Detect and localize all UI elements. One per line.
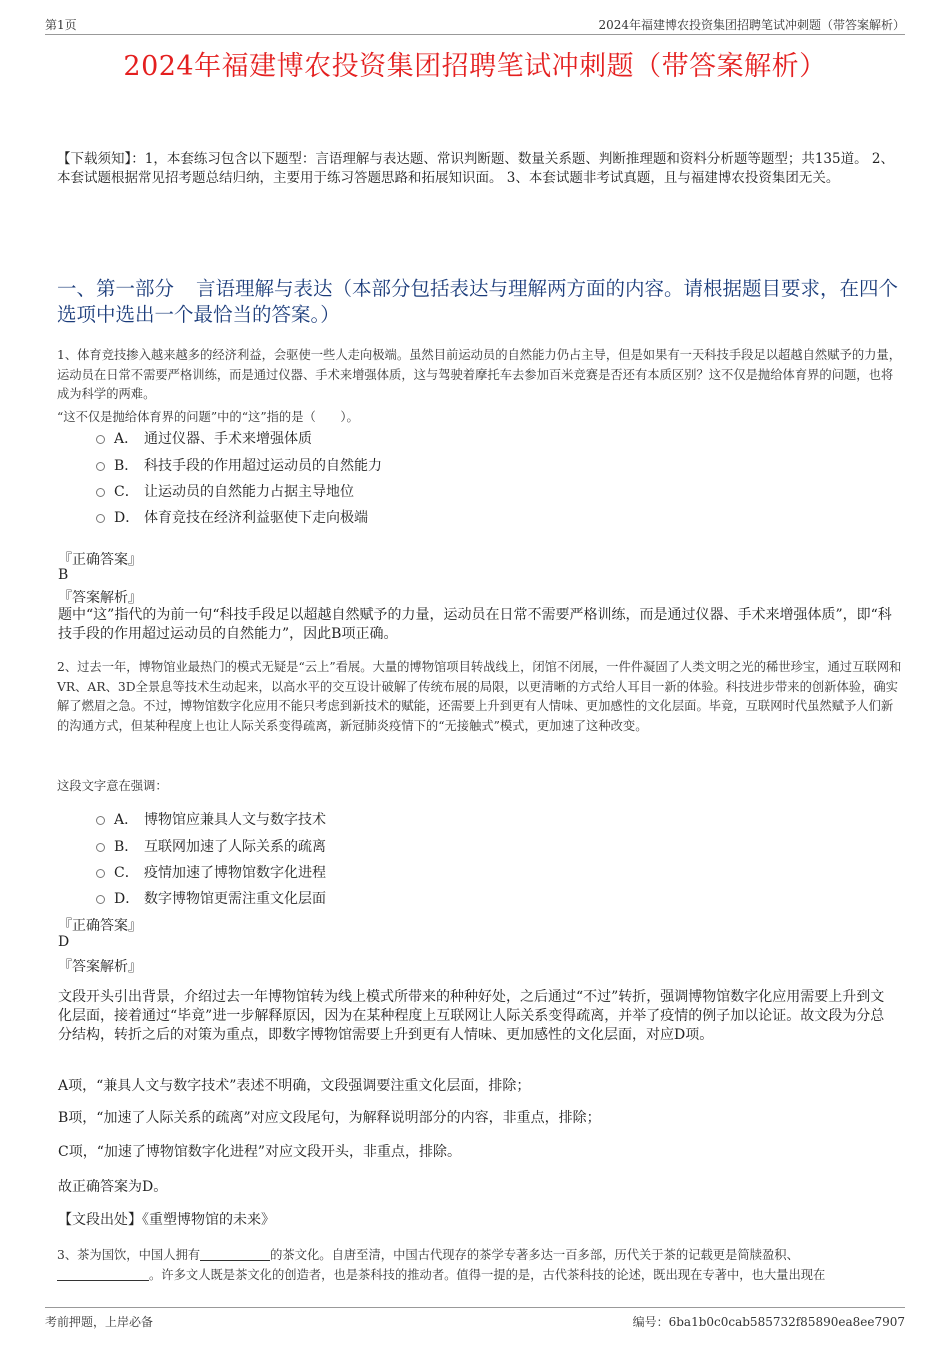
option-c[interactable] bbox=[96, 859, 326, 885]
option-text: 博物馆应兼具人文与数字技术 bbox=[144, 812, 326, 829]
question-1-options bbox=[96, 425, 382, 531]
page-header bbox=[45, 14, 905, 35]
option-letter: A． bbox=[114, 431, 139, 448]
radio-button[interactable] bbox=[96, 816, 105, 825]
fill-blank-1[interactable] bbox=[200, 1248, 270, 1261]
question-2-stem: 这段文字意在强调： bbox=[57, 779, 168, 793]
radio-button[interactable] bbox=[96, 869, 105, 878]
correct-answer: B bbox=[58, 567, 69, 583]
analysis-option-a: A项，“兼具人文与数字技术”表述不明确，文段强调要注重文化层面，排除； bbox=[58, 1078, 531, 1094]
radio-button[interactable] bbox=[96, 462, 105, 471]
option-text: 数字博物馆更需注重文化层面 bbox=[144, 891, 326, 908]
download-notice: 【下载须知】：1，本套练习包含以下题型：言语理解与表达题、常识判断题、数量关系题、判断推理题和资料分析题等题型；共135道。 2、本套试题根据常见招考题总结归纳，主要用于练习答题思路和拓展知识面。 3、本套试题非考试真题，且与福建博农投资集团无关。 bbox=[57, 151, 894, 186]
analysis-label: 『答案解析』 bbox=[58, 590, 142, 606]
radio-button[interactable] bbox=[96, 514, 105, 523]
section-heading bbox=[57, 276, 902, 328]
correct-answer: D bbox=[58, 934, 70, 950]
option-letter: B． bbox=[114, 838, 139, 855]
option-text: 科技手段的作用超过运动员的自然能力 bbox=[144, 457, 382, 474]
section-number: 一、第一部分 bbox=[57, 277, 175, 300]
option-letter: C． bbox=[114, 483, 139, 500]
option-a[interactable] bbox=[96, 806, 326, 832]
analysis-option-b: B项，“加速了人际关系的疏离”对应文段尾句，为解释说明部分的内容，非重点，排除； bbox=[58, 1110, 601, 1126]
option-letter: D． bbox=[114, 891, 140, 908]
option-text: 体育竞技在经济利益驱使下走向极端 bbox=[144, 510, 368, 527]
correct-answer-label: 『正确答案』 bbox=[58, 918, 142, 934]
option-a[interactable] bbox=[96, 425, 382, 451]
option-d[interactable] bbox=[96, 504, 382, 530]
radio-button[interactable] bbox=[96, 435, 105, 444]
analysis-option-c: C项，“加速了博物馆数字化进程”对应文段开头，非重点，排除。 bbox=[58, 1144, 462, 1160]
page-number: 第1页 bbox=[45, 18, 77, 32]
option-letter: B． bbox=[114, 457, 139, 474]
option-letter: A． bbox=[114, 812, 139, 829]
option-text: 疫情加速了博物馆数字化进程 bbox=[144, 864, 326, 881]
question-3-part-a: 3、茶为国饮，中国人拥有 bbox=[57, 1248, 201, 1262]
radio-button[interactable] bbox=[96, 488, 105, 497]
footer-slogan: 考前押题，上岸必备 bbox=[45, 1315, 154, 1329]
option-d[interactable] bbox=[96, 885, 326, 911]
option-c[interactable] bbox=[96, 478, 382, 504]
correct-answer-label: 『正确答案』 bbox=[58, 552, 142, 568]
passage-source: 【文段出处】《重塑博物馆的未来》 bbox=[58, 1212, 275, 1228]
page-footer bbox=[45, 1307, 905, 1328]
page-title: 2024年福建博农投资集团招聘笔试冲刺题（带答案解析） bbox=[123, 51, 827, 82]
option-letter: D． bbox=[114, 510, 140, 527]
question-2-text: 2、过去一年，博物馆业最热门的模式无疑是“云上”看展。大量的博物馆项目转战线上，闭馆不闭展，一件件凝固了人类文明之光的稀世珍宝，通过互联网和VR、AR、3D全景息等技术生动起来，以高水平的交互设计破解了传统布展的局限，以更清晰的方式给人耳目一新的体验。科技进步带来的创新体验，确实解了燃眉之急。不过，博物馆数字化应用不能只考虑到新技术的赋能，还需要上升到更有人情味、更加感性的文化层面。毕竟，互联网时代虽然赋予人们新的沟通方式，但某种程度上也让人际关系变得疏离，新冠肺炎疫情下的“无接触式”模式，更加速了这种改变。 bbox=[57, 660, 902, 733]
question-3-text bbox=[57, 1246, 902, 1285]
question-1-stem: “这不仅是抛给体育界的问题”中的“这”指的是（ ）。 bbox=[57, 410, 359, 424]
question-3-part-b: 的茶文化。自唐至清，中国古代现存的茶学专著多达一百多部，历代关于茶的记载更是简牍盈积、 bbox=[270, 1248, 799, 1262]
fill-blank-2[interactable] bbox=[57, 1268, 149, 1281]
question-1-text: 1、体育竞技掺入越来越多的经济利益，会驱使一些人走向极端。虽然目前运动员的自然能力仍占主导，但是如果有一天科技手段足以超越自然赋予的力量，运动员在日常不需要严格训练，而是通过仪器、手术来增强体质，这与驾驶着摩托车去参加百米竞赛是否还有本质区别？这不仅是抛给体育界的问题，也将成为科学的两难。 bbox=[57, 348, 902, 402]
footer-doc-id: 编号：6ba1b0c0cab585732f85890ea8ee7907 bbox=[632, 1315, 905, 1329]
analysis-conclusion: 故正确答案为D。 bbox=[58, 1179, 168, 1195]
option-b[interactable] bbox=[96, 451, 382, 477]
analysis-paragraph: 文段开头引出背景，介绍过去一年博物馆转为线上模式所带来的种种好处，之后通过“不过”转折，强调博物馆数字化应用需要上升到文化层面，接着通过“毕竟”进一步解释原因，因为在某种程度上互联网让人际关系变得疏离，并举了疫情的例子加以论证。故文段为分总分结构，转折之后的对策为重点，即数字博物馆需要上升到更有人情味、更加感性的文化层面，对应D项。 bbox=[58, 989, 885, 1043]
analysis-text: 题中“这”指代的为前一句“科技手段足以超越自然赋予的力量，运动员在日常不需要严格训练，而是通过仪器、手术来增强体质”，即“科技手段的作用超过运动员的自然能力”，因此B项正确。 bbox=[58, 607, 892, 642]
radio-button[interactable] bbox=[96, 843, 105, 852]
option-b[interactable] bbox=[96, 832, 326, 858]
option-text: 通过仪器、手术来增强体质 bbox=[144, 431, 312, 448]
question-3-part-c: 。许多文人既是茶文化的创造者，也是茶科技的推动者。值得一提的是，古代茶科技的论述，既出现在专著中，也大量出现在 bbox=[149, 1267, 826, 1282]
header-doc-title: 2024年福建博农投资集团招聘笔试冲刺题（带答案解析） bbox=[598, 18, 905, 32]
option-text: 互联网加速了人际关系的疏离 bbox=[144, 838, 326, 855]
option-text: 让运动员的自然能力占据主导地位 bbox=[144, 483, 354, 500]
option-letter: C． bbox=[114, 864, 139, 881]
question-2-options bbox=[96, 806, 326, 912]
analysis-label: 『答案解析』 bbox=[58, 959, 142, 975]
radio-button[interactable] bbox=[96, 895, 105, 904]
section-description: 言语理解与表达（本部分包括表达与理解两方面的内容。请根据题目要求，在四个选项中选出一个最恰当的答案。） bbox=[57, 277, 899, 326]
